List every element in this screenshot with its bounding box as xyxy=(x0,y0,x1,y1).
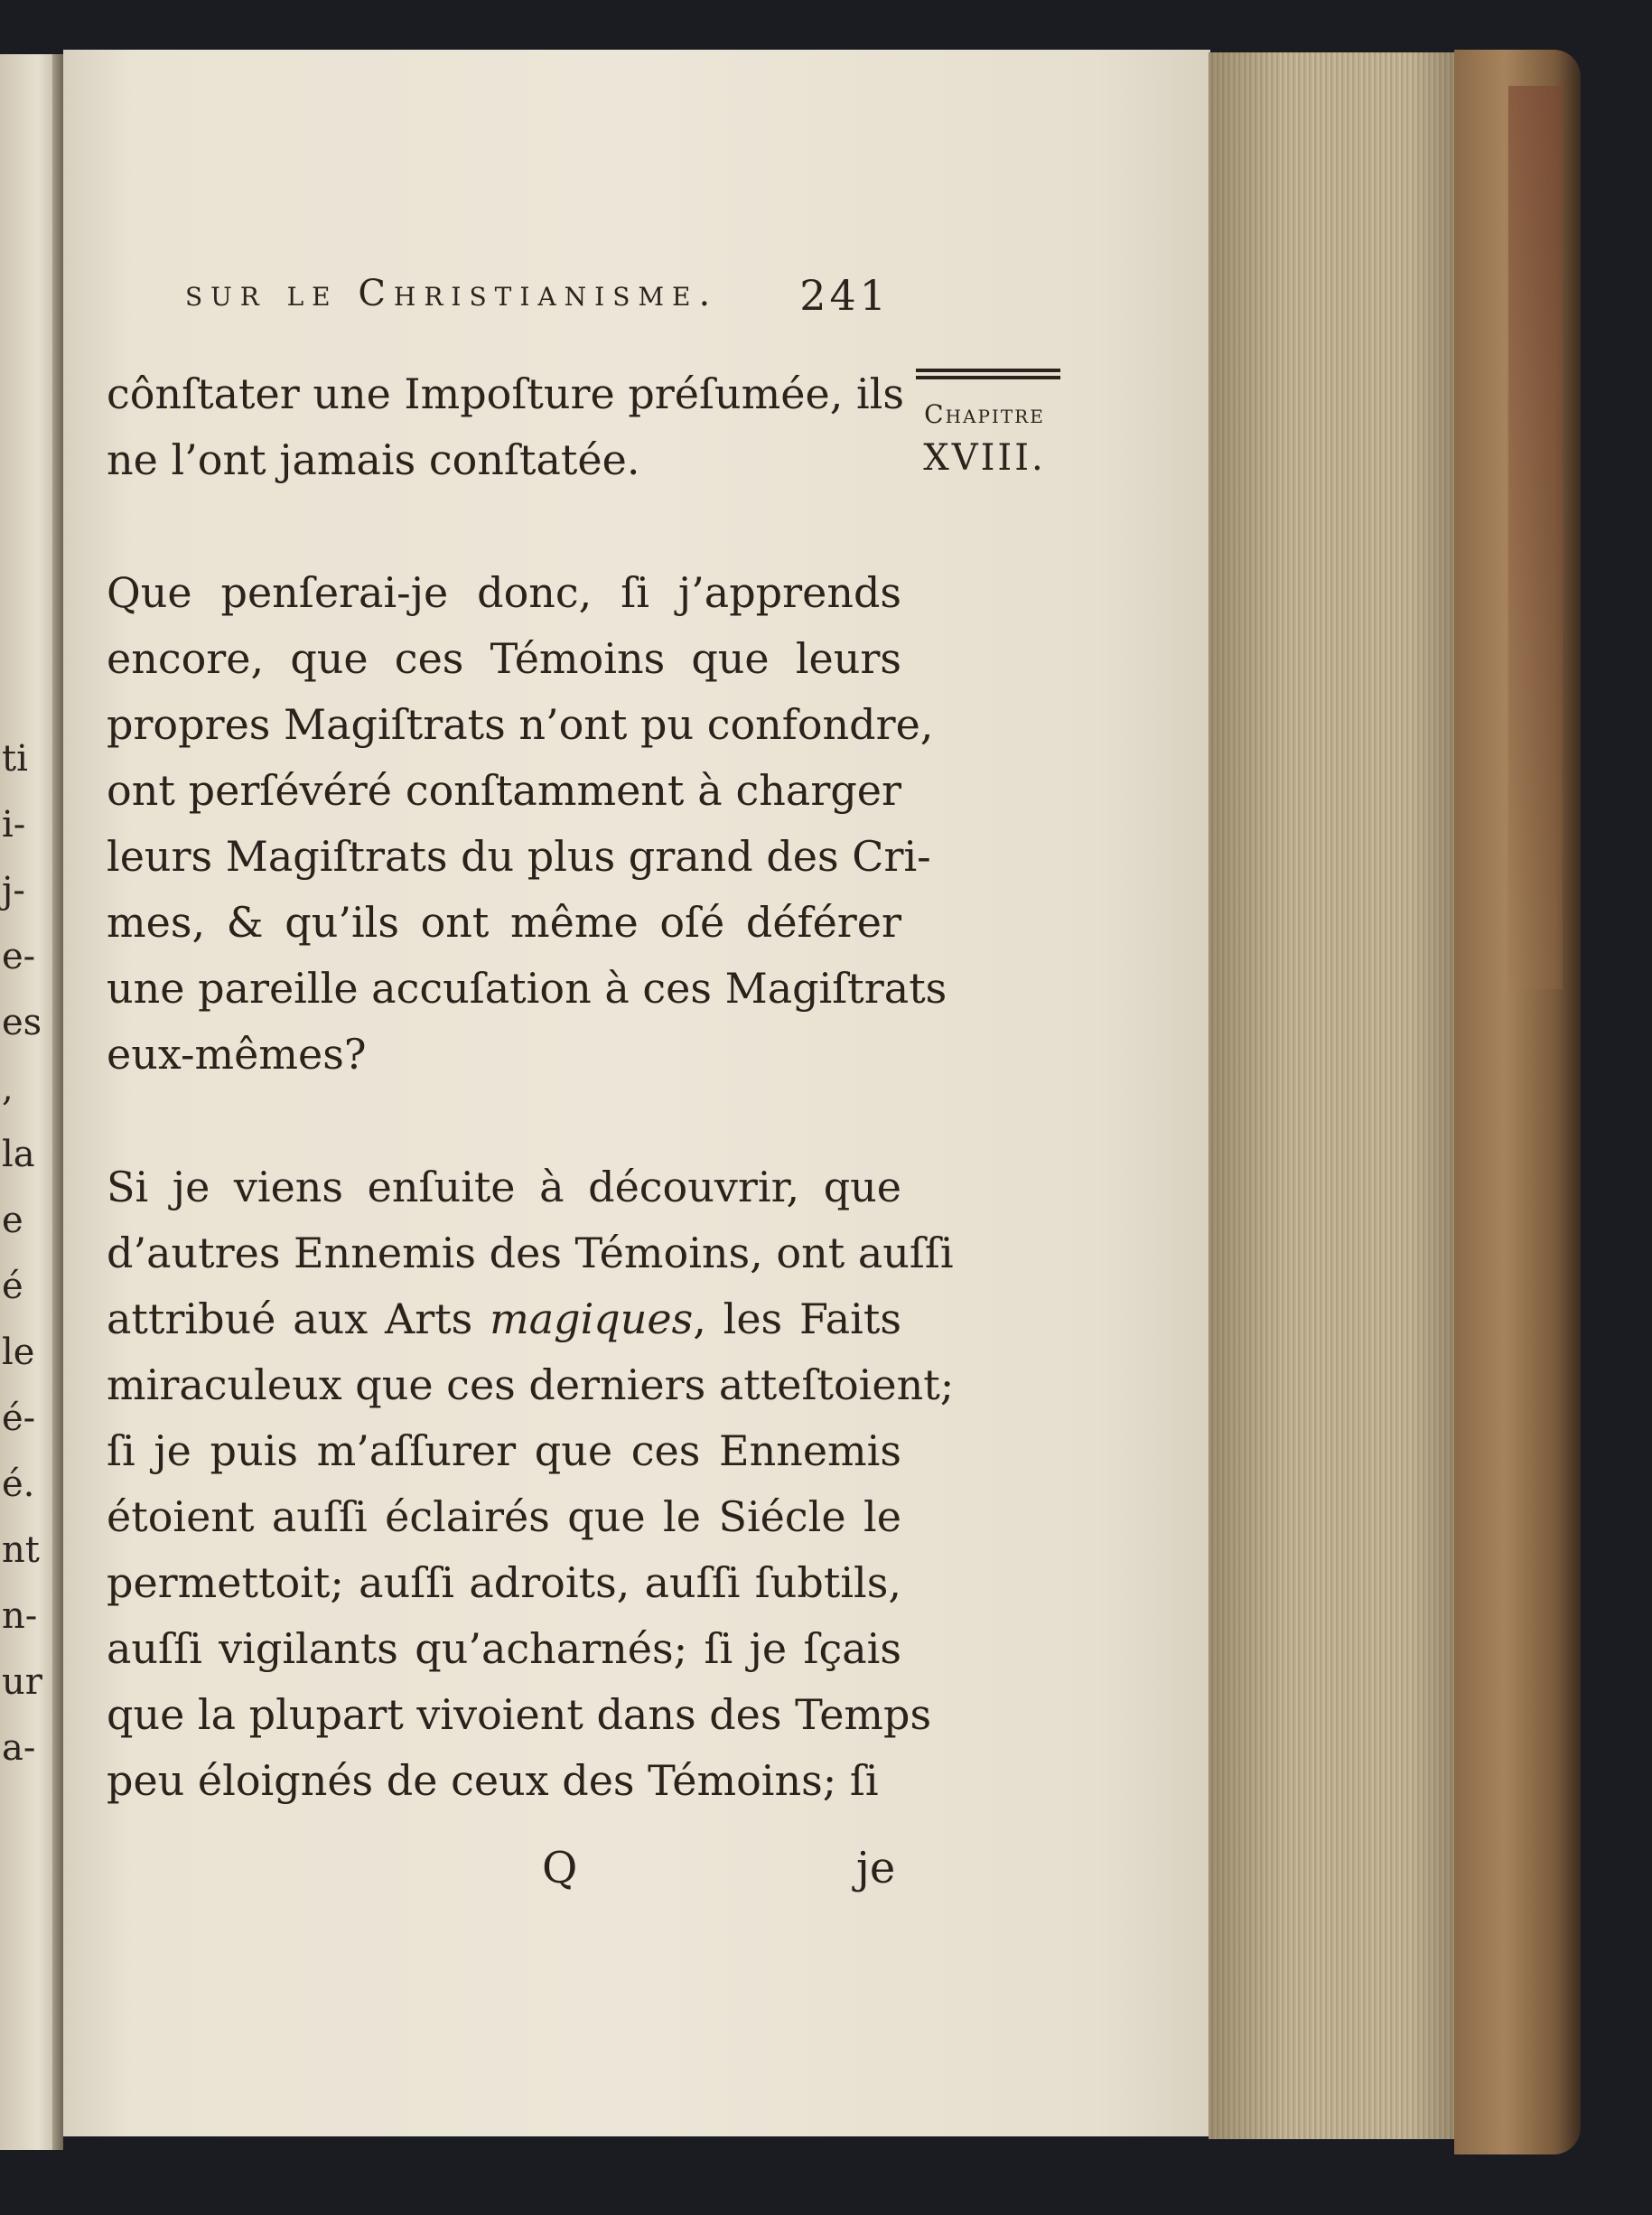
left-page-fragment: é xyxy=(2,1266,23,1307)
text-line: étoient auſſi éclairés que le Siécle le xyxy=(107,1492,901,1541)
left-page-fragment: n- xyxy=(2,1595,38,1637)
paragraph xyxy=(107,560,947,1088)
text-line: Que penſerai-je donc, ſi j’apprends xyxy=(107,568,901,617)
body-text xyxy=(107,361,955,1814)
text-line: leurs Magiſtrats du plus grand des Cri- xyxy=(107,832,931,881)
double-rule xyxy=(916,369,1060,390)
left-page-fragment: e xyxy=(2,1200,23,1241)
left-page-fragment: a- xyxy=(2,1727,36,1769)
left-page-fragment: le xyxy=(2,1332,35,1373)
left-page-fragment: é- xyxy=(2,1397,36,1439)
left-page-fragment: la xyxy=(2,1134,35,1175)
left-page-fragment: nt xyxy=(2,1529,40,1571)
paragraph-gap xyxy=(107,1088,901,1154)
left-page-fragment: e- xyxy=(2,936,36,977)
text-line: ſi je puis m’aſſurer que ces Ennemis xyxy=(107,1426,901,1475)
paragraph xyxy=(107,361,904,493)
left-page-edge xyxy=(0,54,63,2150)
page-edges xyxy=(1209,52,1461,2139)
text-line: auſſi vigilants qu’acharnés; ſi je ſçais xyxy=(107,1624,901,1673)
text-line: miraculeux que ces derniers atteſtoient; xyxy=(107,1360,955,1409)
page-number: 241 xyxy=(799,271,890,320)
text-line: ne l’ont jamais conſtatée. xyxy=(107,435,640,484)
left-page-fragment: é. xyxy=(2,1463,35,1505)
text-line: d’autres Ennemis des Témoins, ont auſſi xyxy=(107,1229,954,1277)
text-line: eux-mêmes? xyxy=(107,1030,367,1079)
text-line: cônſtater une Impoſture préſumée, ils xyxy=(107,369,904,418)
left-page-fragment: j- xyxy=(2,870,25,911)
running-head xyxy=(185,271,890,325)
text-line: mes, & qu’ils ont même oſé déférer xyxy=(107,898,901,947)
left-page-fragment: ur xyxy=(2,1661,42,1703)
leather-cover xyxy=(1454,50,1581,2154)
catchword: je xyxy=(856,1843,896,1893)
left-page-fragment: ti xyxy=(2,738,28,780)
text-line: ont perſévéré conſtamment à charger xyxy=(107,766,901,815)
text-line: que la plupart vivoient dans des Temps xyxy=(107,1690,932,1739)
chapter-number: XVIII. xyxy=(923,437,1046,479)
paragraph-gap xyxy=(107,493,901,560)
text-line: peu éloignés de ceux des Témoins; ſi xyxy=(107,1756,879,1805)
left-page-fragment: i- xyxy=(2,804,26,846)
signature-mark: Q xyxy=(542,1843,578,1893)
text-line: attribué aux Arts magiques, les Faits xyxy=(107,1294,901,1343)
italic-word: magiques xyxy=(490,1294,694,1343)
text-line: propres Magiſtrats n’ont pu confondre, xyxy=(107,700,934,749)
left-page-fragment: es xyxy=(2,1002,42,1043)
text-line: encore, que ces Témoins que leurs xyxy=(107,634,901,683)
text-line: Si je viens enſuite à découvrir, que xyxy=(107,1163,901,1211)
chapter-label: Chapitre xyxy=(924,399,1045,429)
text-line: permettoit; auſſi adroits, auſſi ſubtils, xyxy=(107,1558,901,1607)
running-head-title: sur le Christianisme. xyxy=(185,273,719,314)
gutter-shadow xyxy=(52,54,63,2150)
left-page-fragment: , xyxy=(2,1068,14,1109)
text-line: une pareille accuſation à ces Magiſtrats xyxy=(107,964,947,1013)
paragraph xyxy=(107,1154,955,1814)
